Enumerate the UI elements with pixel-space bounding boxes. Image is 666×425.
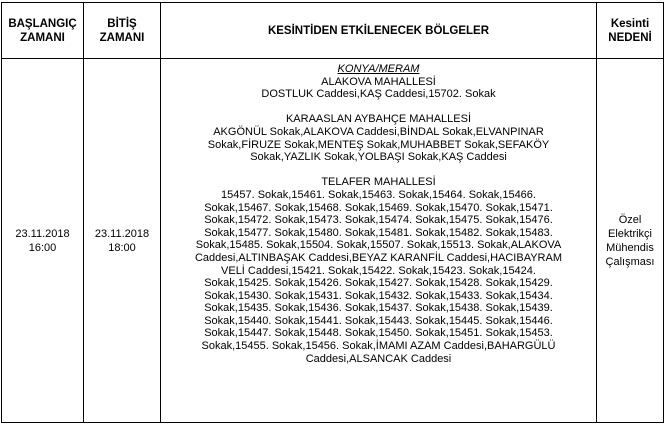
start-date: 23.11.2018	[15, 227, 70, 240]
district-name: KONYA/MERAM	[337, 63, 420, 75]
reason-line-1: Özel	[618, 213, 642, 226]
street-line: Sokak,15455. Sokak,15456. Sokak,İMAMI AZAM Caddesi,BAHARGÜLÜ	[201, 340, 556, 353]
street-line: Sokak,15440. Sokak,15441. Sokak,15443. Sokak,15445. Sokak,15446.	[204, 314, 553, 327]
regions-cell	[161, 59, 597, 423]
regions-header: KESİNTİDEN ETKİLENECEK BÖLGELER	[161, 3, 597, 59]
street-line: Caddesi,ALSANCAK Caddesi	[305, 352, 452, 365]
outage-table	[1, 2, 664, 423]
street-line: Sokak,15425. Sokak,15426. Sokak,15427. Sokak,15428. Sokak,15429.	[204, 277, 553, 290]
street-line: AKGÖNÜL Sokak,ALAKOVA Caddesi,BİNDAL Sokak,ELVANPINAR	[213, 125, 544, 138]
reason-line-3: Mühendis	[606, 241, 654, 254]
start-time-header	[2, 3, 84, 59]
street-line: Caddesi,ALTINBAŞAK Caddesi,BEYAZ KARANFİL Caddesi,HACIBAYRAM	[194, 251, 562, 264]
street-line: Sokak,15477. Sokak,15480. Sokak,15481. Sokak,15482. Sokak,15483.	[204, 226, 553, 239]
street-line: VELİ Caddesi,15421. Sokak,15422. Sokak,15423. Sokak,15424.	[221, 264, 536, 277]
start-time-header-line-2: ZAMANI	[20, 31, 65, 44]
reason-cell	[597, 59, 664, 423]
neighborhood-spacer	[161, 164, 596, 177]
neighborhood-list	[161, 76, 596, 366]
reason-line-4: Çalışması	[605, 255, 655, 268]
street-line: DOSTLUK Caddesi,KAŞ Caddesi,15702. Sokak	[261, 88, 496, 101]
neighborhood-name: ALAKOVA MAHALLESİ	[321, 75, 436, 88]
street-line: Sokak,15472. Sokak,15473. Sokak,15474. Sokak,15475. Sokak,15476.	[204, 214, 553, 227]
header-row	[2, 3, 664, 59]
reason-line-2: Elektrikçi	[607, 227, 652, 240]
street-line: Sokak,15430. Sokak,15431. Sokak,15432. Sokak,15433. Sokak,15434.	[204, 289, 553, 302]
end-hour: 18:00	[108, 241, 136, 254]
street-line: Sokak,15467. Sokak,15468. Sokak,15469. Sokak,15470. Sokak,15471.	[204, 201, 553, 214]
street-line: Sokak,15435. Sokak,15436. Sokak,15437. Sokak,15438. Sokak,15439.	[204, 302, 553, 315]
reason-header-line-1: Kesinti	[610, 17, 650, 30]
end-time-header	[84, 3, 161, 59]
start-hour: 16:00	[28, 241, 57, 254]
end-time-header-line-2: ZAMANI	[99, 31, 145, 44]
outage-row	[2, 59, 664, 423]
start-time-header-line-1: BAŞLANGIÇ	[8, 17, 77, 30]
street-line: Sokak,15447. Sokak,15448. Sokak,15450. Sokak,15451. Sokak,15453.	[204, 327, 553, 340]
street-line: Sokak,15485. Sokak,15504. Sokak,15507. Sokak,15513. Sokak,ALAKOVA	[195, 239, 562, 252]
neighborhood-spacer	[161, 101, 596, 114]
end-time-cell	[84, 59, 161, 423]
start-time-cell	[2, 59, 84, 423]
neighborhood-name: KARAASLAN AYBAHÇE MAHALLESİ	[285, 113, 472, 126]
reason-header-line-2: NEDENİ	[608, 31, 652, 44]
reason-header	[597, 3, 664, 59]
street-line: Sokak,FİRUZE Sokak,MENTEŞ Sokak,MUHABBET Sokak,SEFAKÖY	[207, 138, 550, 151]
street-line: 15457. Sokak,15461. Sokak,15463. Sokak,15464. Sokak,15466.	[221, 188, 536, 201]
neighborhood-name: TELAFER MAHALLESİ	[321, 176, 436, 189]
street-line: Sokak,YAZLIK Sokak,YOLBAŞI Sokak,KAŞ Caddesi	[250, 151, 507, 164]
end-time-header-line-1: BİTİŞ	[107, 17, 137, 30]
end-date: 23.11.2018	[94, 227, 150, 240]
